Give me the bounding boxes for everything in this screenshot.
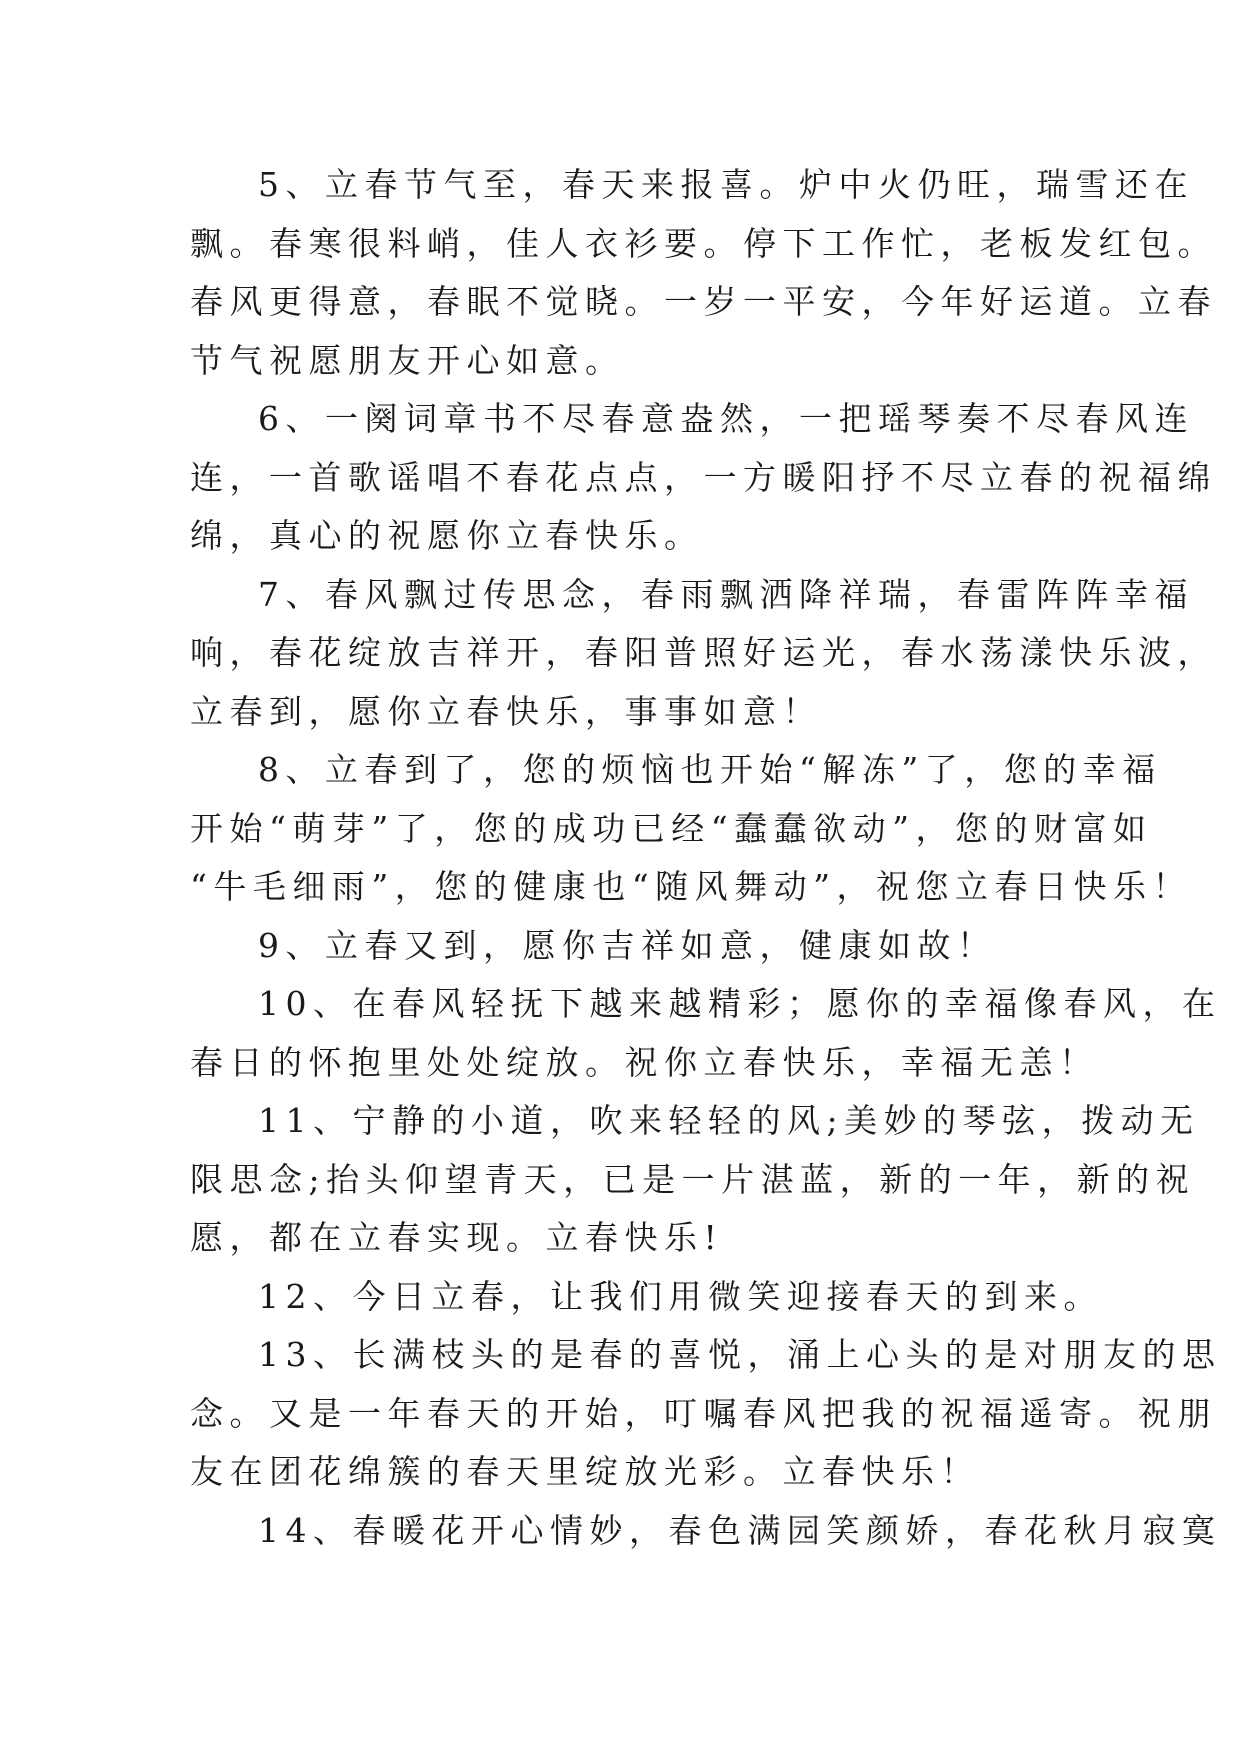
text-line: 绵，真心的祝愿你立春快乐。 <box>190 516 704 555</box>
text-line: 春日的怀抱里处处绽放。祝你立春快乐，幸福无恙！ <box>190 1042 1099 1082</box>
text-line: 飘。春寒很料峭，佳人衣衫要。停下工作忙，老板发红包。 <box>190 223 1217 263</box>
text-line: 10、在春风轻抚下越来越精彩；愿你的幸福像春风，在 <box>258 984 1222 1023</box>
text-line: 7、春风飘过传思念，春雨飘洒降祥瑞，春雷阵阵幸福 <box>258 574 1194 614</box>
text-line: 9、立春又到，愿你吉祥如意，健康如故！ <box>258 925 997 965</box>
text-line: 14、春暖花开心情妙，春色满园笑颜娇，春花秋月寂寞 <box>258 1510 1222 1550</box>
text-line: 立春到，愿你立春快乐，事事如意！ <box>190 691 822 731</box>
text-line: 11、宁静的小道，吹来轻轻的风;美妙的琴弦，拨动无 <box>258 1101 1200 1140</box>
text-line: 限思念;抬头仰望青天，已是一片湛蓝，新的一年，新的祝 <box>190 1159 1196 1199</box>
text-line: 友在团花绵簇的春天里绽放光彩。立春快乐！ <box>190 1452 980 1491</box>
text-line: 6、一阕词章书不尽春意盎然，一把瑶琴奏不尽春风连 <box>258 399 1194 438</box>
text-line: 8、立春到了，您的烦恼也开始“解冻”了，您的幸福 <box>258 750 1162 789</box>
text-line: 响，春花绽放吉祥开，春阳普照好运光，春水荡漾快乐波， <box>190 633 1217 672</box>
text-line: 5、立春节气至，春天来报喜。炉中火仍旺，瑞雪还在 <box>258 165 1194 204</box>
text-line: 12、今日立春，让我们用微笑迎接春天的到来。 <box>258 1276 1103 1316</box>
document-body <box>190 156 1222 1560</box>
text-line: 春风更得意，春眠不觉晓。一岁一平安，今年好运道。立春 <box>190 282 1217 321</box>
text-line: 念。又是一年春天的开始，叮嘱春风把我的祝福遥寄。祝朋 <box>190 1393 1217 1433</box>
text-line: 节气祝愿朋友开心如意。 <box>190 340 625 380</box>
text-line: “牛毛细雨”，您的健康也“随风舞动”，祝您立春日快乐！ <box>190 867 1192 906</box>
text-line: 开始“萌芽”了，您的成功已经“蠢蠢欲动”，您的财富如 <box>190 808 1153 848</box>
text-line: 连，一首歌谣唱不春花点点，一方暖阳抒不尽立春的祝福绵 <box>190 457 1217 497</box>
text-line: 愿，都在立春实现。立春快乐! <box>190 1218 724 1257</box>
text-line: 13、长满枝头的是春的喜悦，涌上心头的是对朋友的思 <box>258 1335 1222 1374</box>
